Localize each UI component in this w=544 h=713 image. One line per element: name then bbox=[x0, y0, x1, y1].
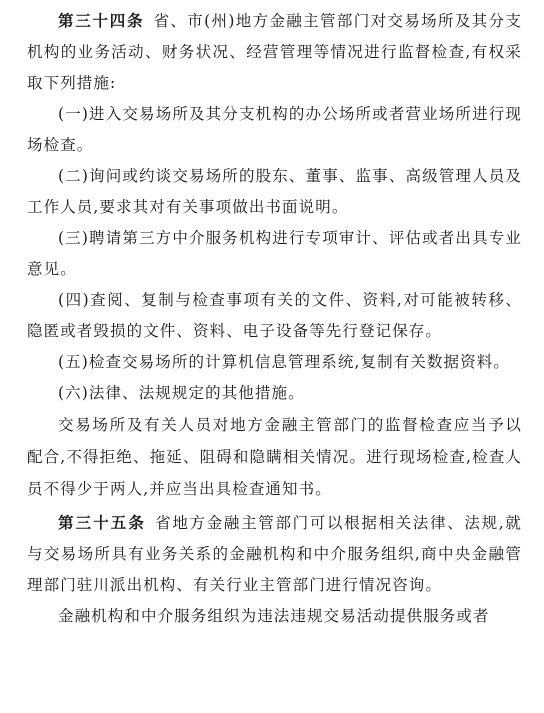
measure-item-1: (一)进入交易场所及其分支机构的办公场所或者营业场所进行现场检查。 bbox=[27, 105, 522, 154]
article-35-number: 第三十五条 bbox=[58, 514, 146, 532]
measure-item-6: (六)法律、法规规定的其他措施。 bbox=[58, 384, 305, 402]
article-34-number: 第三十四条 bbox=[58, 12, 145, 30]
article-34-text: 省、市(州)地方金融主管部门对交易场所及其分支机构的业务活动、财务状况、经营管理等情况进行监督检查,有权采取下列措施: bbox=[27, 12, 522, 92]
measure-item-3: (三)聘请第三方中介服务机构进行专项审计、评估或者出具专业意见。 bbox=[27, 229, 522, 278]
measure-item-2: (二)询问或约谈交易场所的股东、董事、监事、高级管理人员及工作人员,要求其对有关事项做出书面说明。 bbox=[27, 167, 522, 216]
article-35-text: 省地方金融主管部门可以根据相关法律、法规,就与交易场所具有业务关系的金融机构和中介服务组织,商中央金融管理部门驻川派出机构、有关行业主管部门进行情况咨询。 bbox=[27, 514, 522, 594]
cooperation-paragraph: 交易场所及有关人员对地方金融主管部门的监督检查应当予以配合,不得拒绝、拖延、阻碍和隐瞒相关情况。进行现场检查,检查人员不得少于两人,并应当出具检查通知书。 bbox=[27, 416, 522, 498]
article-34-paragraph bbox=[27, 6, 522, 99]
article-35-paragraph bbox=[27, 508, 522, 601]
measure-item-4: (四)查阅、复制与检查事项有关的文件、资料,对可能被转移、隐匿或者毁损的文件、资料、电子设备等先行登记保存。 bbox=[27, 291, 522, 340]
measure-item-5: (五)检查交易场所的计算机信息管理系统,复制有关数据资料。 bbox=[58, 353, 510, 371]
trailing-paragraph: 金融机构和中介服务组织为违法违规交易活动提供服务或者 bbox=[58, 607, 490, 625]
